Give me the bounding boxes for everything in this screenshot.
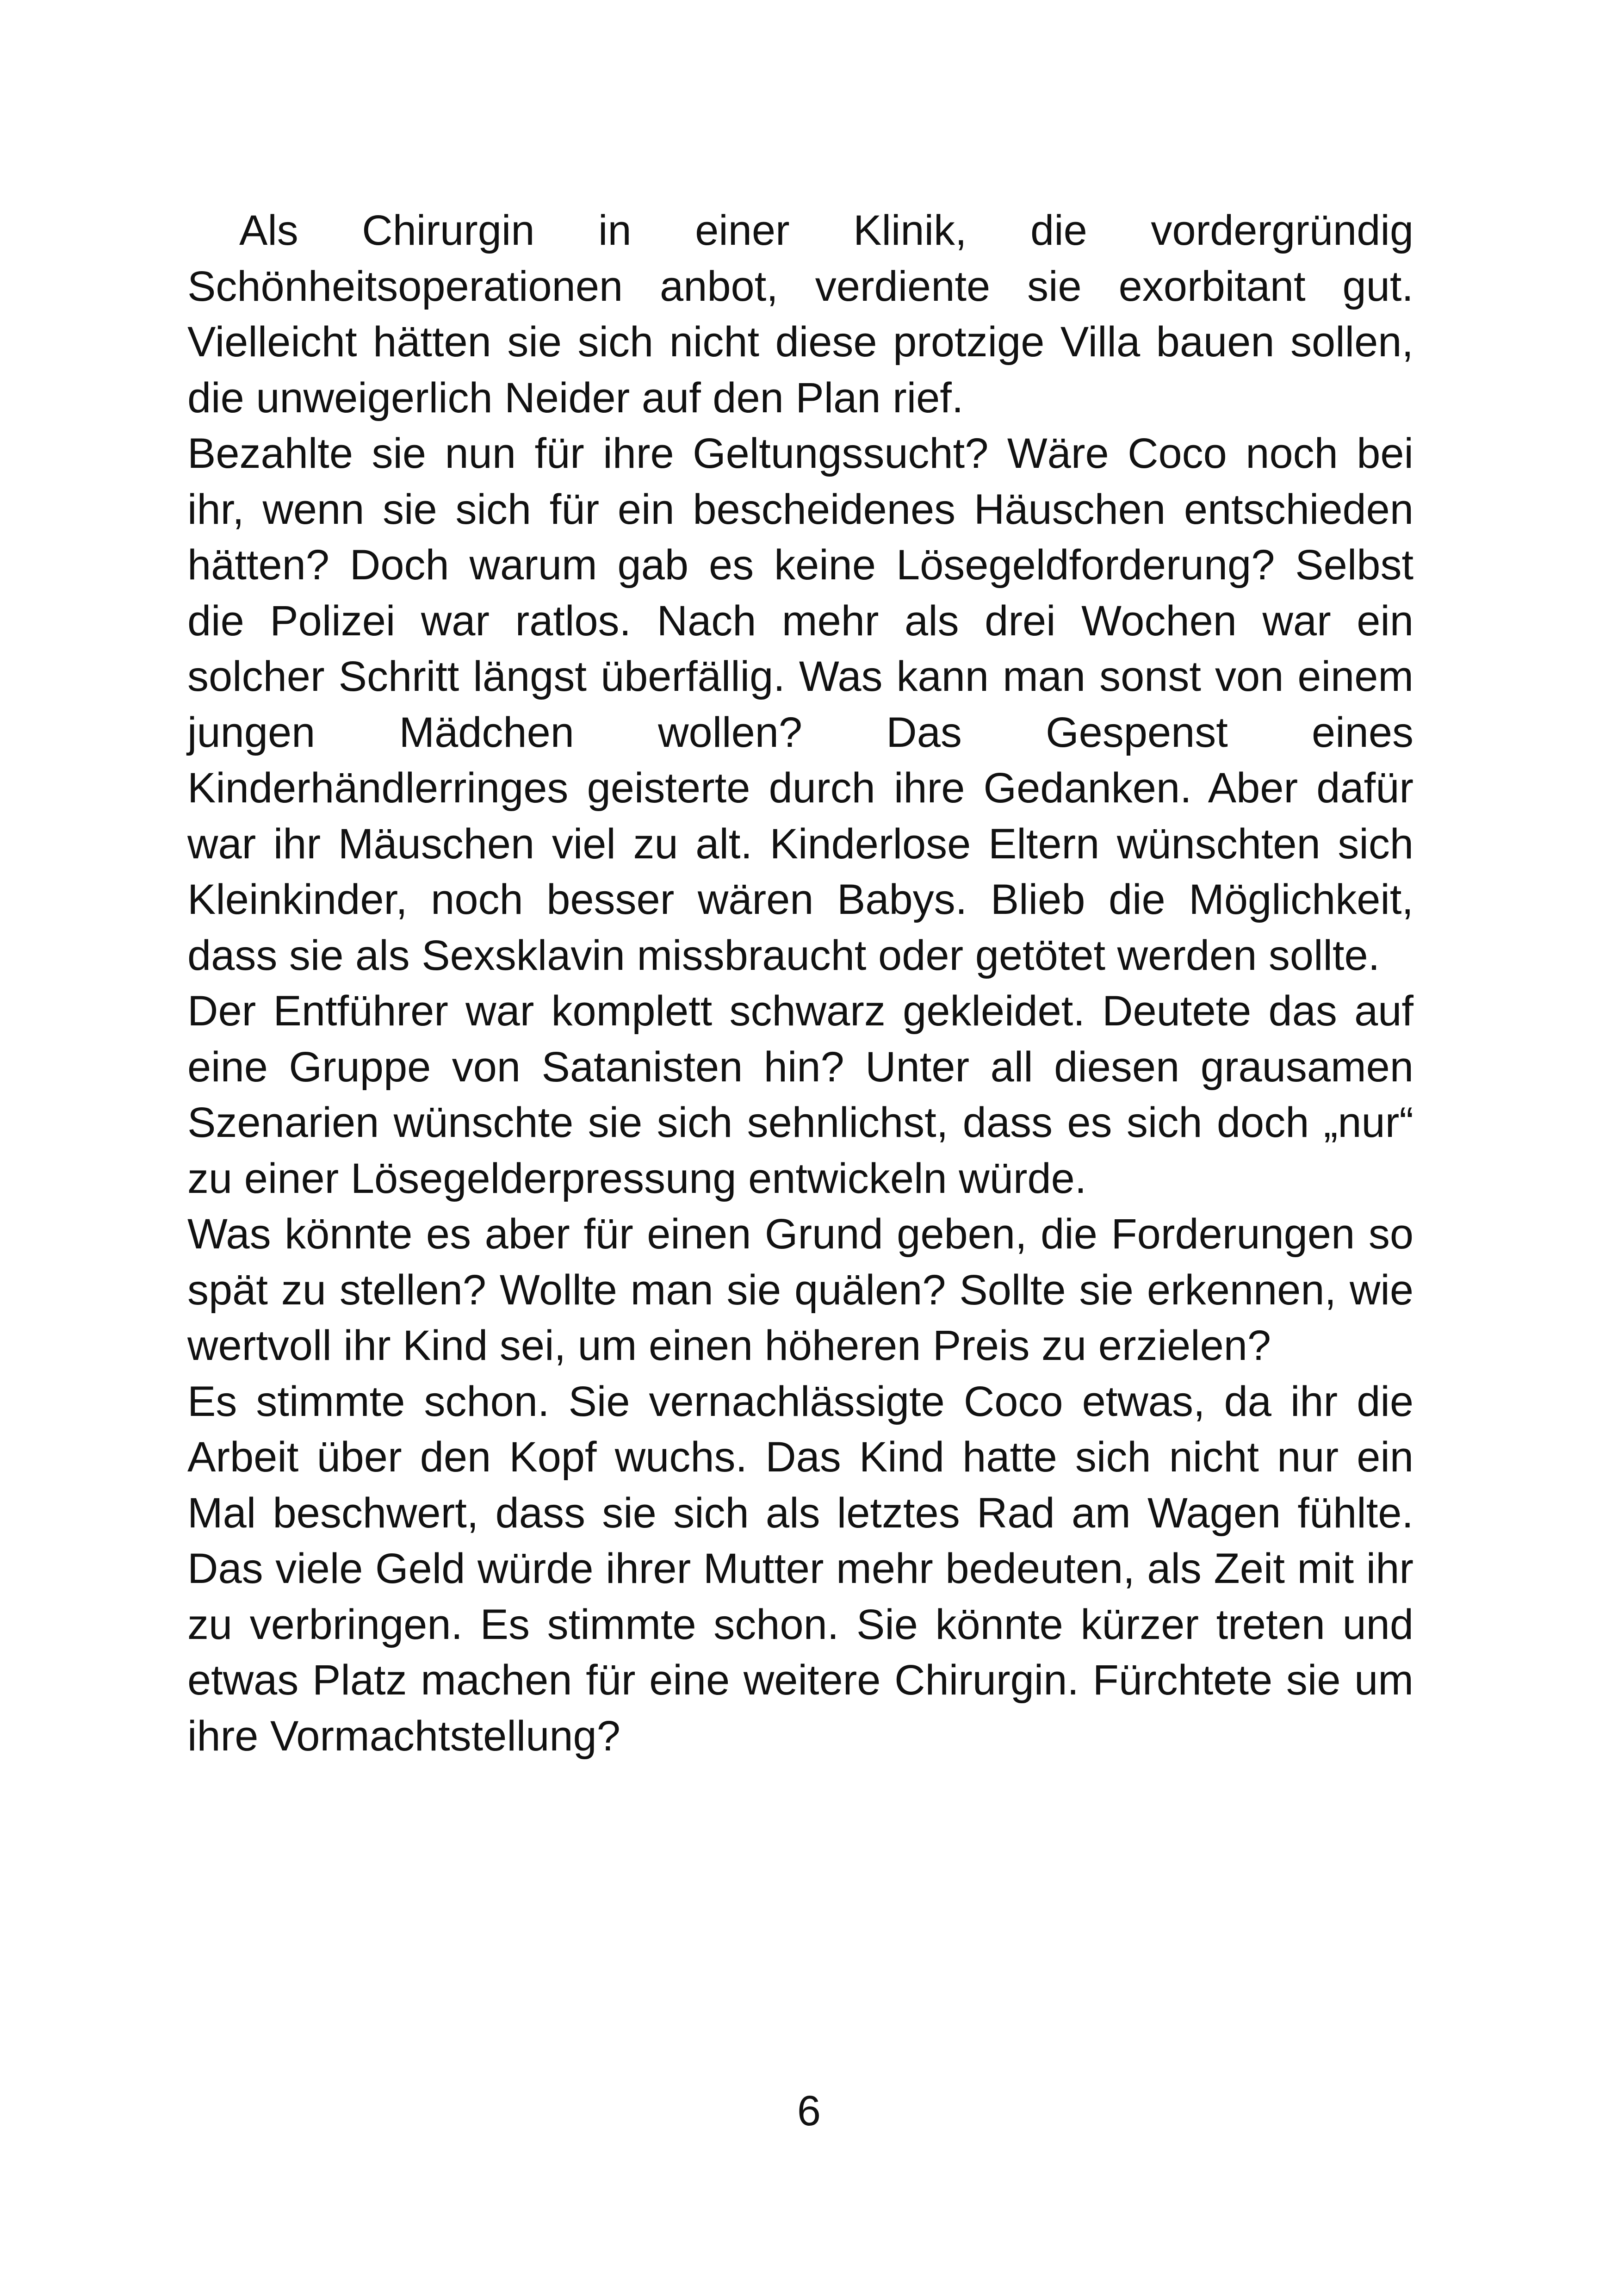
paragraph: Bezahlte sie nun für ihre Geltungssucht? Wäre Coco noch bei ihr, wenn sie sich für ein bescheidenes Häuschen entschieden hätten? Doch warum gab es keine Lösegeldforderung? Selbst die Polizei war ratlos. Nach mehr als drei Wochen war ein solcher Schritt längst überfällig. Was kann man sonst von einem jungen Mädchen wollen? Das Gespenst eines Kinderhändlerringes geisterte durch ihre Gedanken. Aber dafür war ihr Mäuschen viel zu alt. Kinderlose Eltern wünschten sich Kleinkinder, noch besser wären Babys. Blieb die Möglichkeit, dass sie als Sexsklavin missbraucht oder getötet werden sollte. — [187, 430, 1413, 979]
body-text — [187, 203, 1413, 1764]
page-number: 6 — [797, 2087, 821, 2135]
paragraph: Was könnte es aber für einen Grund geben, die Forderungen so spät zu stellen? Wollte man sie quälen? Sollte sie erkennen, wie wertvoll ihr Kind sei, um einen höheren Preis zu erzielen? — [187, 1210, 1413, 1369]
paragraph: Der Entführer war komplett schwarz gekleidet. Deutete das auf eine Gruppe von Satanisten hin? Unter all diesen grausamen Szenarien wünschte sie sich sehnlichst, dass es sich doch „nur“ zu einer Lösegelderpressung entwickeln würde. — [187, 987, 1413, 1202]
paragraph: Als Chirurgin in einer Klinik, die vordergründig Schönheitsoperationen anbot, verdiente sie exorbitant gut. Vielleicht hätten sie sich nicht diese protzige Villa bauen sollen, die unweigerlich Neider auf den Plan rief. — [187, 207, 1413, 422]
paragraph: Es stimmte schon. Sie vernachlässigte Coco etwas, da ihr die Arbeit über den Kopf wuchs. Das Kind hatte sich nicht nur ein Mal beschwert, dass sie sich als letztes Rad am Wagen fühlte. Das viele Geld würde ihrer Mutter mehr bedeuten, als Zeit mit ihr zu verbringen. Es stimmte schon. Sie könnte kürzer treten und etwas Platz machen für eine weitere Chirurgin. Fürchtete sie um ihre Vormachtstellung? — [187, 1378, 1413, 1760]
